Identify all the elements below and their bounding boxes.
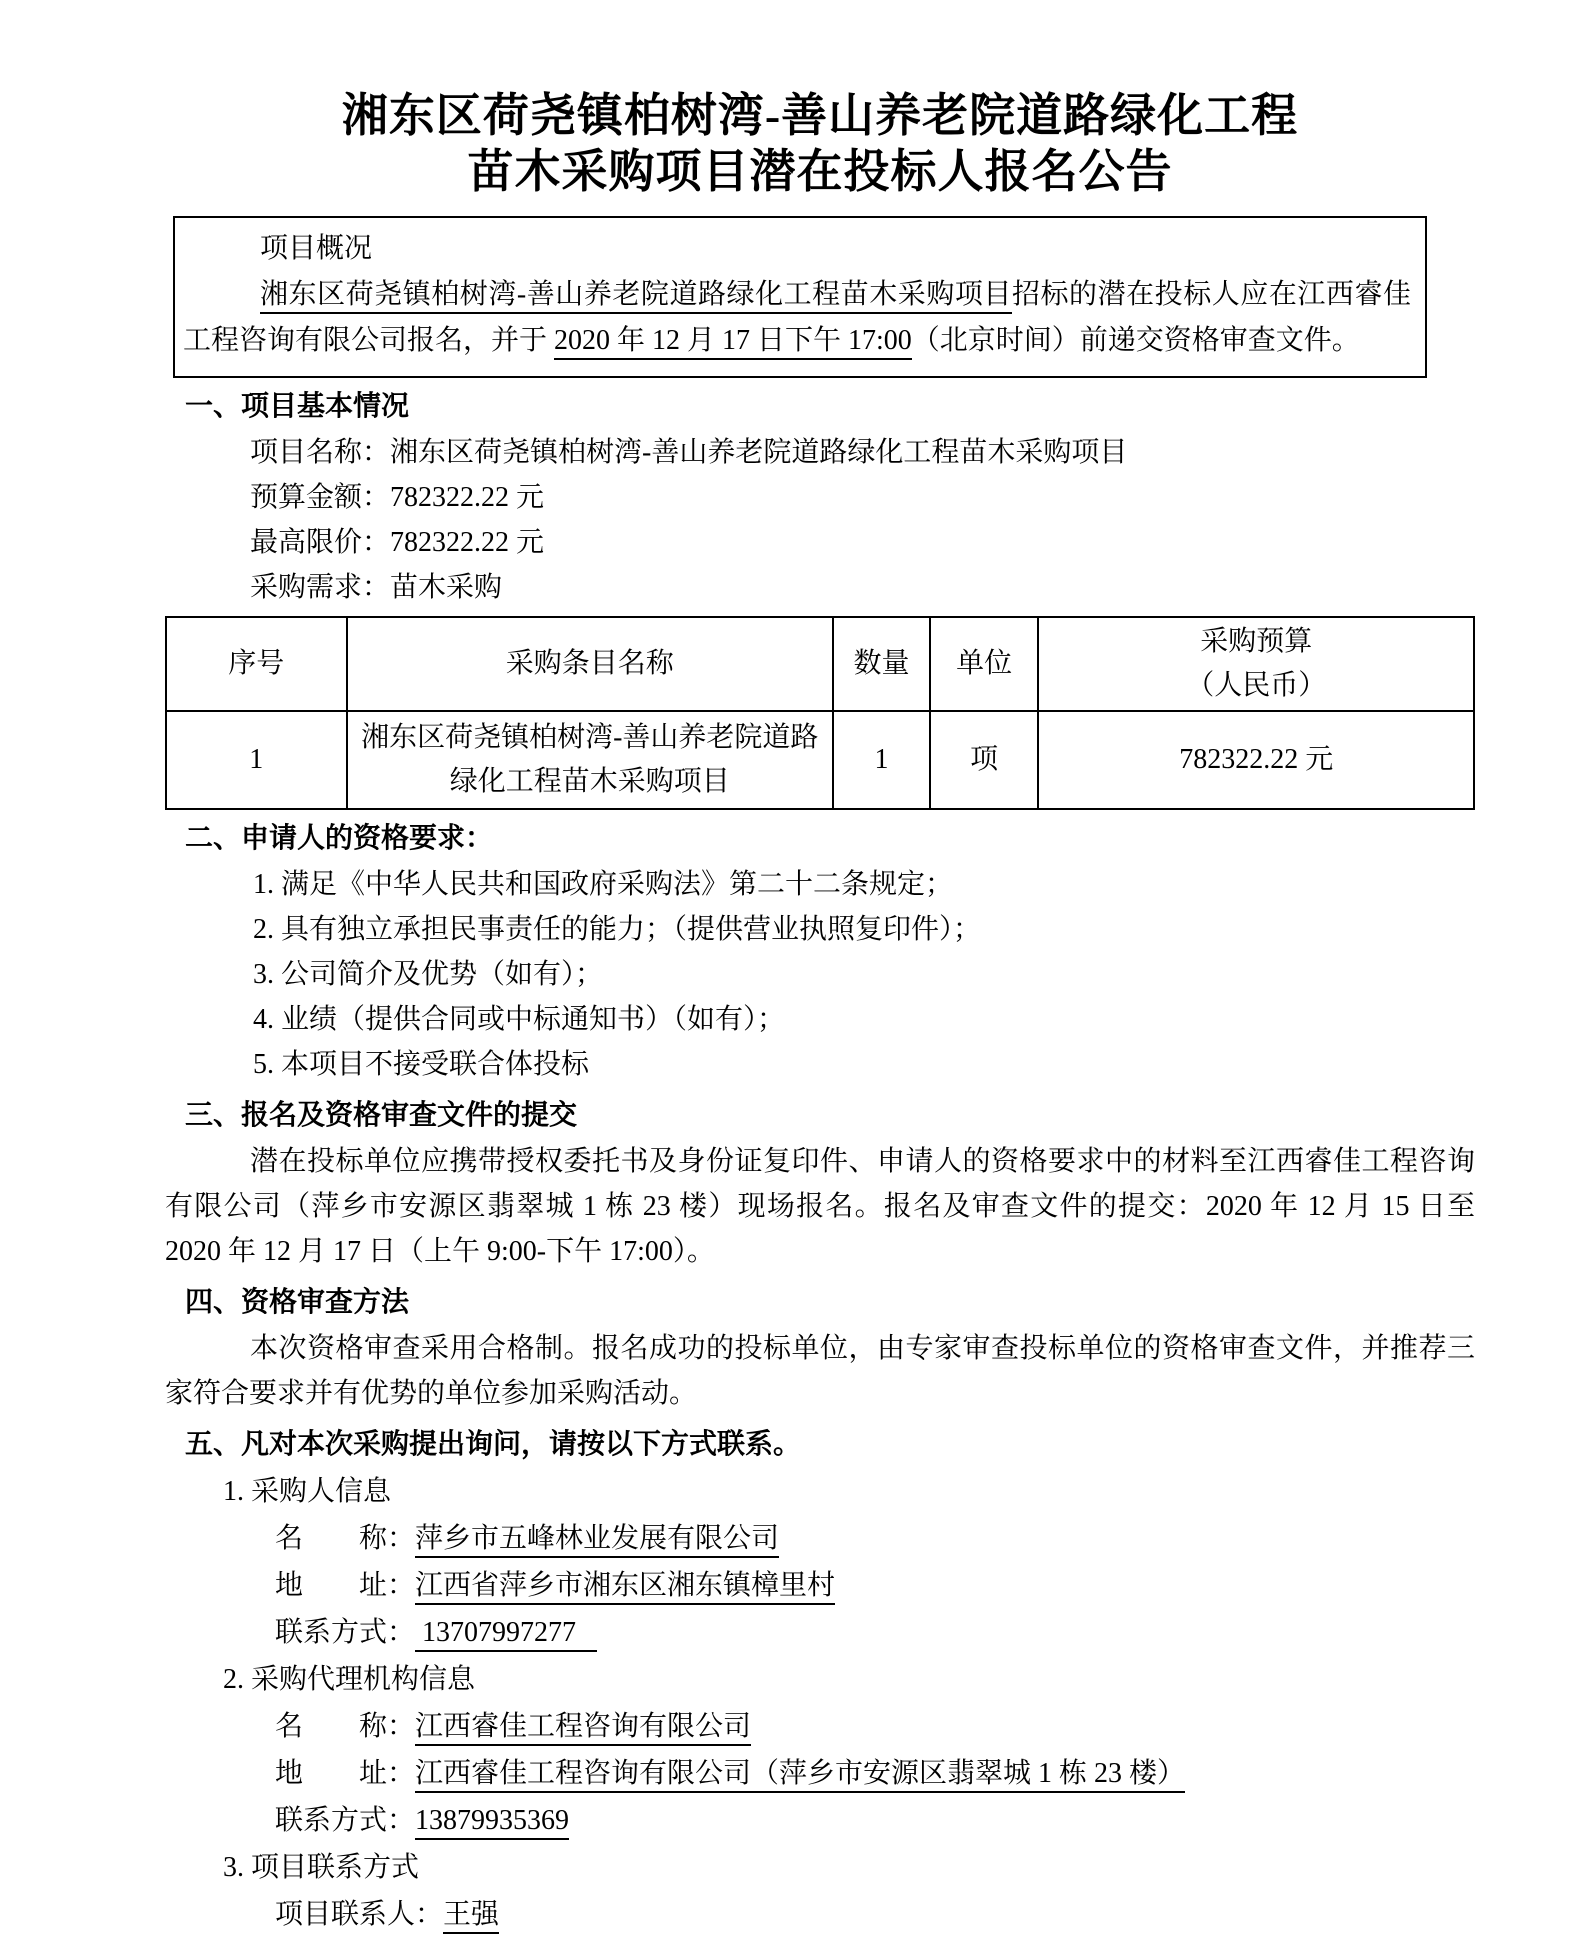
buyer-name-label: 名 称： <box>275 1523 416 1554</box>
document-title-line1: 湘东区荷尧镇柏树湾-善山养老院道路绿化工程 <box>341 90 1299 141</box>
cell-qty: 1 <box>833 711 930 809</box>
section-one-number: 一、 <box>185 391 242 422</box>
cell-item-name: 湘东区荷尧镇柏树湾-善山养老院道路绿化工程苗木采购项目 <box>347 711 834 809</box>
buyer-name-line <box>165 1515 1475 1562</box>
header-budget <box>1038 617 1474 711</box>
agency-phone-line <box>165 1797 1475 1844</box>
section-five-number: 五、 <box>185 1429 242 1460</box>
overview-deadline: 2020 年 12 月 17 日下午 17:00 <box>554 325 912 360</box>
header-unit: 单位 <box>930 617 1039 711</box>
section-one-heading <box>165 384 1475 430</box>
document-title <box>165 88 1475 200</box>
table-header-row <box>166 617 1474 711</box>
agency-address-line <box>165 1750 1475 1797</box>
price-cap-line: 最高限价：782322.22 元 <box>250 527 545 558</box>
buyer-address-label: 地 址： <box>275 1570 416 1601</box>
header-budget-line2: （人民币） <box>1186 670 1327 701</box>
buyer-phone-value: 13707997277 <box>415 1617 597 1652</box>
cell-no: 1 <box>166 711 347 809</box>
agency-name-value: 江西睿佳工程咨询有限公司 <box>415 1711 751 1746</box>
cell-budget: 782322.22 元 <box>1038 711 1474 809</box>
section-four-number: 四、 <box>185 1287 242 1318</box>
overview-text-after-deadline: （北京时间）前递交资格审查文件。 <box>911 325 1360 356</box>
overview-project-name: 湘东区荷尧镇柏树湾-善山养老院道路绿化工程苗木采购项目 <box>260 279 1012 314</box>
requirement-item-2: 2. 具有独立承担民事责任的能力；（提供营业执照复印件）； <box>253 914 982 945</box>
project-overview-box <box>173 216 1427 378</box>
section-five-heading <box>165 1422 1475 1468</box>
section-three-title: 报名及资格审查文件的提交 <box>241 1100 578 1131</box>
project-contact-line <box>165 1891 1475 1938</box>
buyer-phone-label: 联系方式： <box>275 1617 416 1648</box>
project-contact-label: 项目联系人： <box>275 1899 444 1930</box>
header-item-name: 采购条目名称 <box>347 617 834 711</box>
review-method-paragraph: 本次资格审查采用合格制。报名成功的投标单位，由专家审查投标单位的资格审查文件，并推荐三家符合要求并有优势的单位参加采购活动。 <box>165 1333 1475 1409</box>
project-contact-heading: 3. 项目联系方式 <box>223 1852 420 1883</box>
requirement-item-3: 3. 公司简介及优势（如有）； <box>253 959 604 990</box>
submission-paragraph: 潜在投标单位应携带授权委托书及身份证复印件、申请人的资格要求中的材料至江西睿佳工程咨询有限公司（萍乡市安源区翡翠城 1 栋 23 楼）现场报名。报名及审查文件的提交：2020 年 12 月 15 日至 2020 年 12 月 17 日（上午 9:00-下午 17:00）。 <box>165 1146 1475 1267</box>
requirement-item-1: 1. 满足《中华人民共和国政府采购法》第二十二条规定； <box>253 869 954 900</box>
section-three-number: 三、 <box>185 1100 242 1131</box>
section-two-heading <box>165 816 1475 862</box>
buyer-address-line <box>165 1562 1475 1609</box>
header-budget-line1: 采购预算 <box>1200 626 1313 657</box>
cell-unit: 项 <box>930 711 1039 809</box>
overview-text-after-name: 招标的潜在投标人应在江西睿佳工程咨询有限公司报名，并于 <box>183 279 1411 356</box>
agency-name-label: 名 称： <box>275 1711 416 1742</box>
section-one-title: 项目基本情况 <box>241 391 410 422</box>
buyer-info-heading: 1. 采购人信息 <box>223 1476 392 1507</box>
section-three-heading <box>165 1093 1475 1139</box>
overview-paragraph <box>183 272 1411 364</box>
project-contact-name: 王强 <box>443 1899 499 1934</box>
table-row <box>166 711 1474 809</box>
procurement-items-table <box>165 616 1475 810</box>
requirement-item-4: 4. 业绩（提供合同或中标通知书）（如有）； <box>253 1004 786 1035</box>
agency-name-line <box>165 1703 1475 1750</box>
header-qty: 数量 <box>833 617 930 711</box>
document-title-line2: 苗木采购项目潜在投标人报名公告 <box>467 146 1173 197</box>
agency-address-label: 地 址： <box>275 1758 416 1789</box>
procurement-demand-line: 采购需求：苗木采购 <box>250 572 503 603</box>
section-five-title: 凡对本次采购提出询问，请按以下方式联系。 <box>241 1429 802 1460</box>
section-four-heading <box>165 1280 1475 1326</box>
agency-info-heading: 2. 采购代理机构信息 <box>223 1664 476 1695</box>
section-two-title: 申请人的资格要求： <box>241 823 494 854</box>
agency-address-value: 江西睿佳工程咨询有限公司（萍乡市安源区翡翠城 1 栋 23 楼） <box>415 1758 1185 1793</box>
buyer-address-value: 江西省萍乡市湘东区湘东镇樟里村 <box>415 1570 835 1605</box>
budget-amount-line: 预算金额：782322.22 元 <box>250 482 545 513</box>
section-two-number: 二、 <box>185 823 242 854</box>
header-no: 序号 <box>166 617 347 711</box>
project-name-line: 项目名称：湘东区荷尧镇柏树湾-善山养老院道路绿化工程苗木采购项目 <box>250 437 1128 468</box>
overview-label: 项目概况 <box>260 233 373 264</box>
buyer-name-value: 萍乡市五峰林业发展有限公司 <box>415 1523 779 1558</box>
buyer-phone-line <box>165 1609 1475 1656</box>
section-four-title: 资格审查方法 <box>241 1287 410 1318</box>
agency-phone-label: 联系方式： <box>275 1805 416 1836</box>
requirement-item-5: 5. 本项目不接受联合体投标 <box>253 1049 590 1080</box>
agency-phone-value: 13879935369 <box>415 1805 569 1840</box>
